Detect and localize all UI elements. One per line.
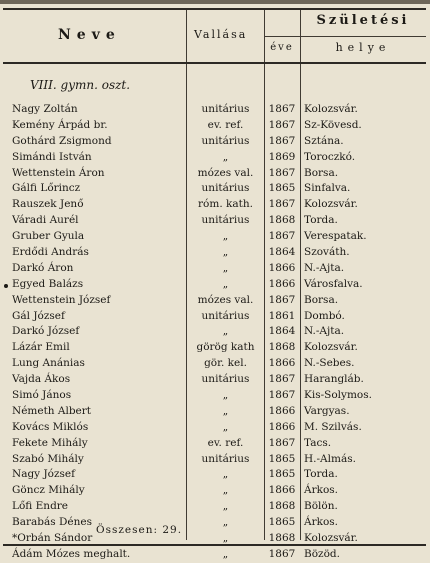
header-name: Neve bbox=[58, 27, 121, 43]
birth-year-cell: 1867 bbox=[268, 230, 296, 243]
table-row bbox=[0, 197, 430, 213]
religion-cell: görög kath bbox=[196, 341, 255, 354]
birth-year-cell: 1867 bbox=[268, 373, 296, 386]
birth-place-cell: Árkos. bbox=[304, 516, 339, 529]
student-name: Nagy József bbox=[12, 468, 75, 481]
religion-cell: unitárius bbox=[201, 182, 250, 195]
birth-year-cell: 1861 bbox=[268, 309, 296, 322]
student-name: Barabás Dénes bbox=[12, 516, 92, 529]
birth-place-cell: Sztána. bbox=[304, 134, 344, 147]
student-name: Rauszek Jenő bbox=[12, 198, 84, 211]
religion-cell: „ bbox=[222, 246, 229, 259]
birth-place-cell: Kolozsvár. bbox=[304, 532, 358, 545]
birth-place-cell: Szováth. bbox=[304, 246, 350, 259]
birth-year-cell: 1867 bbox=[268, 389, 296, 402]
birth-place-cell: Kolozsvár. bbox=[304, 341, 358, 354]
header-birth: Születési bbox=[316, 13, 410, 28]
table-row bbox=[0, 309, 430, 325]
table-row bbox=[0, 356, 430, 372]
student-name: Váradi Aurél bbox=[12, 214, 79, 227]
religion-cell: mózes val. bbox=[197, 166, 254, 179]
birth-place-cell: Kolozsvár. bbox=[304, 198, 358, 211]
student-name: Egyed Balázs bbox=[12, 277, 84, 290]
birth-place-cell: Sz-Kövesd. bbox=[304, 118, 362, 131]
top-edge bbox=[0, 0, 430, 4]
birth-place-cell: Bözöd. bbox=[304, 547, 340, 560]
student-name: Wettenstein Áron bbox=[12, 166, 105, 179]
table-row bbox=[0, 436, 430, 452]
religion-cell: „ bbox=[222, 468, 229, 481]
birth-year-cell: 1865 bbox=[268, 452, 296, 465]
student-name: Lőfi Endre bbox=[12, 500, 69, 513]
birth-year-cell: 1867 bbox=[268, 134, 296, 147]
table-row bbox=[0, 483, 430, 499]
birth-place-cell: N.-Ajta. bbox=[304, 261, 345, 274]
table-row bbox=[0, 245, 430, 261]
birth-year-cell: 1865 bbox=[268, 468, 296, 481]
table-row bbox=[0, 102, 430, 118]
religion-cell: „ bbox=[222, 150, 229, 163]
table-row bbox=[0, 277, 430, 293]
student-name: Lázár Emil bbox=[12, 341, 70, 354]
birth-year-cell: 1869 bbox=[268, 150, 296, 163]
birth-year-cell: 1864 bbox=[268, 325, 296, 338]
religion-cell: ev. ref. bbox=[207, 118, 244, 131]
table-row bbox=[0, 388, 430, 404]
table-row bbox=[0, 515, 430, 531]
birth-year-cell: 1866 bbox=[268, 404, 296, 417]
header-religion: Vallása bbox=[194, 28, 248, 41]
birth-place-cell: Városfalva. bbox=[304, 277, 363, 290]
birth-year-cell: 1866 bbox=[268, 484, 296, 497]
religion-cell: „ bbox=[222, 389, 229, 402]
birth-place-cell: Sinfalva. bbox=[304, 182, 351, 195]
religion-cell: ev. ref. bbox=[207, 436, 244, 449]
birth-year-cell: 1866 bbox=[268, 277, 296, 290]
student-name: Gothárd Zsigmond bbox=[12, 134, 112, 147]
birth-place-cell: Verespatak. bbox=[304, 230, 367, 243]
student-name: Gálfi Lőrincz bbox=[12, 182, 81, 195]
header-place: helye bbox=[335, 41, 391, 54]
birth-place-cell: Kis-Solymos. bbox=[304, 389, 372, 402]
table-row bbox=[0, 452, 430, 468]
birth-year-cell: 1868 bbox=[268, 214, 296, 227]
birth-year-cell: 1867 bbox=[268, 547, 296, 560]
birth-place-cell: Dombó. bbox=[304, 309, 345, 322]
birth-year-cell: 1868 bbox=[268, 500, 296, 513]
student-name: Wettenstein József bbox=[12, 293, 111, 306]
birth-year-cell: 1867 bbox=[268, 166, 296, 179]
religion-cell: unitárius bbox=[201, 452, 250, 465]
religion-cell: „ bbox=[222, 420, 229, 433]
birth-place-cell: Vargyas. bbox=[304, 404, 350, 417]
birth-year-cell: 1865 bbox=[268, 182, 296, 195]
student-name: Darkó József bbox=[12, 325, 80, 338]
birth-place-cell: M. Szilvás. bbox=[304, 420, 362, 433]
table-row bbox=[0, 181, 430, 197]
birth-year-cell: 1866 bbox=[268, 357, 296, 370]
table-row bbox=[0, 467, 430, 483]
birth-year-cell: 1867 bbox=[268, 293, 296, 306]
religion-cell: „ bbox=[222, 547, 229, 560]
table-row bbox=[0, 547, 430, 563]
religion-cell: „ bbox=[222, 277, 229, 290]
religion-cell: „ bbox=[222, 261, 229, 274]
student-name: Erdődi András bbox=[12, 246, 89, 259]
section-title: VIII. gymn. oszt. bbox=[30, 78, 131, 92]
student-name: *Orbán Sándor bbox=[12, 532, 93, 545]
birth-year-cell: 1865 bbox=[268, 516, 296, 529]
religion-cell: unitárius bbox=[201, 103, 250, 115]
table-row bbox=[0, 340, 430, 356]
religion-cell: unitárius bbox=[201, 309, 250, 322]
student-name: Lung Anánias bbox=[12, 357, 85, 370]
table-row bbox=[0, 372, 430, 388]
table-row bbox=[0, 293, 430, 309]
student-name: Nagy Zoltán bbox=[12, 103, 78, 115]
religion-cell: róm. kath. bbox=[198, 198, 253, 211]
birth-place-cell: Toroczkó. bbox=[304, 150, 356, 163]
birth-year-cell: 1867 bbox=[268, 118, 296, 131]
table-row bbox=[0, 261, 430, 277]
birth-subheader-rule bbox=[264, 36, 426, 37]
birth-place-cell: H.-Almás. bbox=[304, 452, 356, 465]
birth-year-cell: 1867 bbox=[268, 103, 296, 115]
table-row bbox=[0, 150, 430, 166]
bullet-mark bbox=[4, 284, 8, 288]
birth-place-cell: Árkos. bbox=[304, 484, 339, 497]
birth-place-cell: Borsa. bbox=[304, 293, 339, 306]
student-name: Ádám Mózes meghalt. bbox=[12, 547, 131, 560]
religion-cell: „ bbox=[222, 404, 229, 417]
birth-year-cell: 1868 bbox=[268, 532, 296, 545]
table-row bbox=[0, 324, 430, 340]
birth-place-cell: Torda. bbox=[304, 468, 338, 481]
religion-cell: unitárius bbox=[201, 134, 250, 147]
religion-cell: unitárius bbox=[201, 214, 250, 227]
student-name: Szabó Mihály bbox=[12, 452, 84, 465]
religion-cell: „ bbox=[222, 484, 229, 497]
birth-place-cell: Torda. bbox=[304, 214, 338, 227]
birth-year-cell: 1866 bbox=[268, 261, 296, 274]
student-name: Gál József bbox=[12, 309, 65, 322]
student-name: Göncz Mihály bbox=[12, 484, 85, 497]
religion-cell: „ bbox=[222, 500, 229, 513]
birth-year-cell: 1868 bbox=[268, 341, 296, 354]
student-name: Vajda Ákos bbox=[12, 373, 71, 386]
religion-cell: „ bbox=[222, 532, 229, 545]
religion-cell: gör. kel. bbox=[204, 357, 247, 370]
student-name: Kemény Árpád br. bbox=[12, 118, 108, 131]
birth-year-cell: 1864 bbox=[268, 246, 296, 259]
student-name: Fekete Mihály bbox=[12, 436, 88, 449]
birth-place-cell: Kolozsvár. bbox=[304, 103, 358, 115]
student-name: Gruber Gyula bbox=[12, 230, 85, 243]
table-row bbox=[0, 166, 430, 182]
birth-place-cell: Tacs. bbox=[304, 436, 332, 449]
religion-cell: mózes val. bbox=[197, 293, 254, 306]
student-name: Kovács Miklós bbox=[12, 420, 89, 433]
table-row bbox=[0, 229, 430, 245]
table-row bbox=[0, 213, 430, 229]
religion-cell: „ bbox=[222, 325, 229, 338]
birth-year-cell: 1866 bbox=[268, 420, 296, 433]
header-rule bbox=[3, 62, 426, 64]
student-name: Simándi István bbox=[12, 150, 92, 163]
birth-place-cell: Harangláb. bbox=[304, 373, 364, 386]
birth-place-cell: Bölön. bbox=[304, 500, 338, 513]
birth-place-cell: N.-Ajta. bbox=[304, 325, 345, 338]
birth-year-cell: 1867 bbox=[268, 436, 296, 449]
birth-year-cell: 1867 bbox=[268, 198, 296, 211]
religion-cell: „ bbox=[222, 230, 229, 243]
student-name: Darkó Áron bbox=[12, 261, 74, 274]
student-name: Németh Albert bbox=[12, 404, 92, 417]
table-row bbox=[0, 118, 430, 134]
student-list bbox=[0, 102, 430, 563]
birth-place-cell: Borsa. bbox=[304, 166, 339, 179]
religion-cell: unitárius bbox=[201, 373, 250, 386]
header-year: éve bbox=[270, 42, 294, 53]
table-row bbox=[0, 420, 430, 436]
total-count: Összesen: 29. bbox=[96, 524, 183, 536]
religion-cell: „ bbox=[222, 516, 229, 529]
birth-place-cell: N.-Sebes. bbox=[304, 357, 355, 370]
table-row bbox=[0, 134, 430, 150]
table-row bbox=[0, 404, 430, 420]
table-row bbox=[0, 531, 430, 547]
student-name: Simó János bbox=[12, 389, 72, 402]
table-row bbox=[0, 499, 430, 515]
